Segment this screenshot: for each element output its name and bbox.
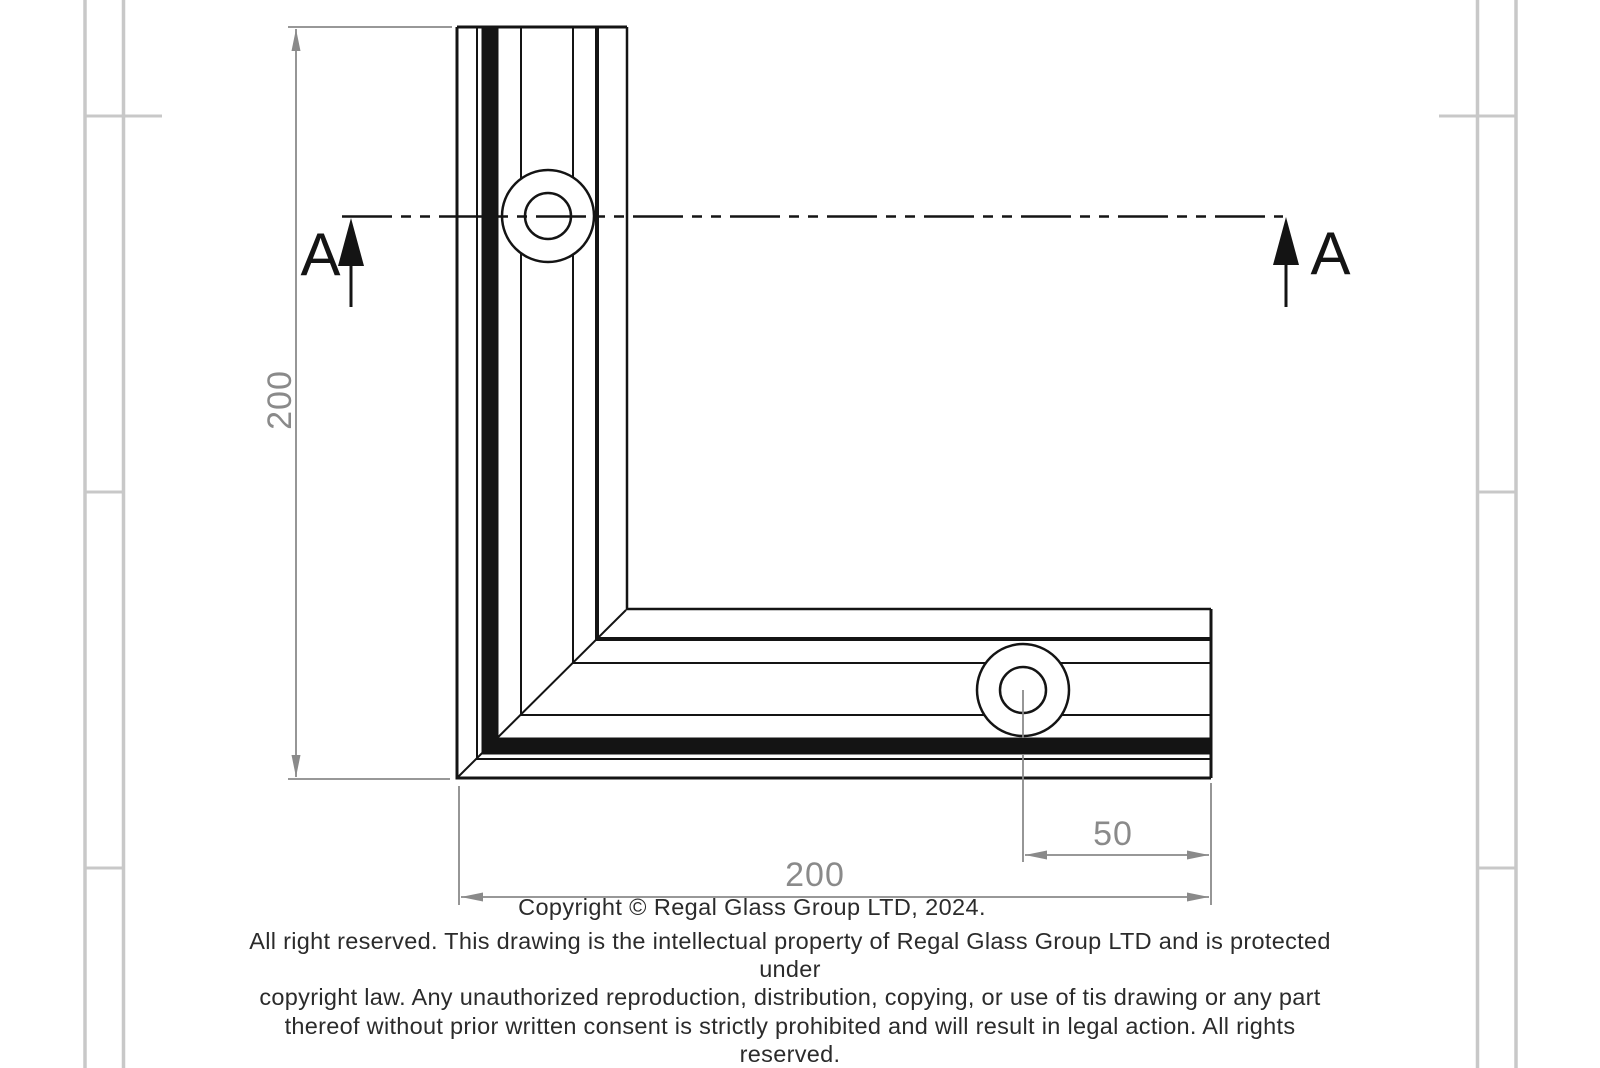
- legal-text-line-1: All right reserved. This drawing is the intellectual property of Regal Glass Group LTD and is protected under: [249, 928, 1331, 983]
- legal-text: [240, 927, 1340, 1068]
- section-letter-left: A: [300, 221, 342, 288]
- offset-dim-arrow-right: [1187, 851, 1209, 860]
- horizontal-dim-label: 200: [785, 856, 845, 894]
- vertical-dim-arrow-down: [292, 755, 301, 777]
- vertical-dimension: [261, 27, 452, 779]
- section-letter-right: A: [1310, 220, 1352, 287]
- vertical-dim-label: 200: [261, 370, 299, 430]
- offset-dim-label: 50: [1093, 815, 1133, 853]
- vertical-dim-arrow-up: [292, 29, 301, 51]
- section-arrow-left-head: [338, 218, 364, 266]
- section-arrow-right: [1273, 217, 1299, 307]
- copyright-line: Copyright © Regal Glass Group LTD, 2024.: [518, 894, 986, 920]
- offset-dim-arrow-left: [1025, 851, 1047, 860]
- corner-profile: [457, 27, 1211, 778]
- section-arrow-left: [338, 218, 364, 307]
- profile-inner-wall: [597, 27, 1211, 639]
- section-arrow-right-head: [1273, 217, 1299, 265]
- profile-layer-line-3: [573, 27, 1211, 663]
- legal-text-line-2: copyright law. Any unauthorized reproduction, distribution, copying, or use of tis drawing or any part: [259, 984, 1321, 1011]
- legal-text-line-3: thereof without prior written consent is strictly prohibited and will result in legal action. All rights reserved.: [284, 1012, 1296, 1067]
- profile-inner-edge: [627, 27, 1211, 609]
